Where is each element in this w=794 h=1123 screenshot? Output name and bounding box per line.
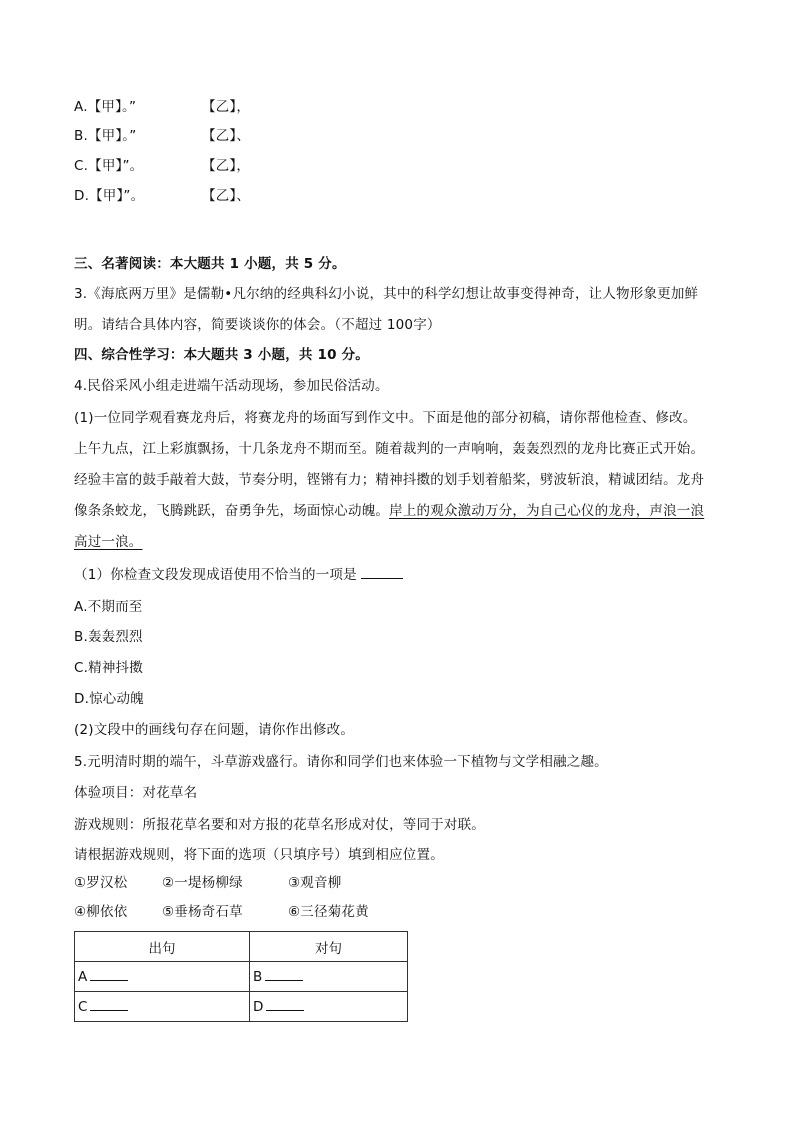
sub1-option-d: D.惊心动魄 (74, 691, 144, 707)
option-d-row (74, 186, 251, 206)
option-b-row (74, 126, 251, 146)
option-d-right: 【乙】、 (202, 188, 251, 204)
choice-2: ②一堤杨柳绿 (162, 875, 243, 891)
header-lower-line: 对句 (250, 932, 408, 962)
question-4-intro: 4.民俗采风小组走进端午活动现场，参加民俗活动。 (74, 378, 389, 394)
choice-6: ⑥三径菊花黄 (288, 904, 369, 920)
question-5-item: 体验项目：对花草名 (74, 785, 198, 801)
question-5-instruction: 请根据游戏规则，将下面的选项（只填序号）填到相应位置。 (74, 847, 444, 863)
sub-question-1-prompt: （1）你检查文段发现成语使用不恰当的一项是 (74, 567, 357, 583)
cell-a-label: A (78, 969, 88, 985)
option-a-left: A.【甲】。” (74, 99, 137, 115)
option-c-row (74, 156, 251, 176)
table-row (75, 992, 408, 1022)
option-b-right: 【乙】、 (202, 128, 251, 144)
couplet-table (74, 931, 408, 1022)
question-5-rule: 游戏规则：所报花草名要和对方报的花草名形成对仗，等同于对联。 (74, 817, 485, 833)
cell-b-blank[interactable] (265, 968, 303, 981)
cell-d-label: D (253, 999, 264, 1015)
question-3-line-2: 明。请结合具体内容，简要谈谈你的体会。（不超过 100字） (74, 317, 441, 333)
option-c-right: 【乙】， (202, 158, 251, 174)
answer-blank[interactable] (361, 565, 403, 579)
passage-line-3 (74, 501, 704, 521)
cell-b[interactable] (250, 962, 408, 992)
underlined-sentence-end: 高过一浪。 (74, 534, 143, 550)
underlined-sentence-start: 岸上的观众激动万分，为自己心仪的龙舟，声浪一浪 (389, 503, 705, 519)
sub-question-2: (2)文段中的画线句存在问题，请你作出修改。 (74, 722, 355, 738)
cell-c-blank[interactable] (90, 998, 128, 1011)
option-a-row (74, 97, 251, 117)
sub1-option-b: B.轰轰烈烈 (74, 629, 143, 645)
passage-line-3-plain: 像条条蛟龙，飞腾跳跃，奋勇争先，场面惊心动魄。 (74, 503, 390, 519)
cell-c-label: C (78, 999, 88, 1015)
question-5-intro: 5.元明清时期的端午，斗草游戏盛行。请你和同学们也来体验一下植物与文学相融之趣。 (74, 754, 608, 770)
option-a-right: 【乙】， (202, 99, 251, 115)
header-upper-line: 出句 (75, 932, 250, 962)
sub1-option-a: A.不期而至 (74, 599, 143, 615)
passage-line-2: 经验丰富的鼓手敲着大鼓，节奏分明，铿锵有力；精神抖擞的划手划着船桨，劈波斩浪，精诚团结。龙舟 (74, 472, 705, 488)
section-3-heading: 三、名著阅读：本大题共 1 小题，共 5 分。 (74, 256, 346, 272)
choice-1: ①罗汉松 (74, 875, 128, 891)
choice-3: ③观音柳 (288, 875, 342, 891)
table-header-row (75, 932, 408, 962)
cell-d-blank[interactable] (266, 998, 304, 1011)
choice-4: ④柳依依 (74, 904, 128, 920)
section-4-heading: 四、综合性学习：本大题共 3 小题，共 10 分。 (74, 347, 369, 363)
cell-a[interactable] (75, 962, 250, 992)
cell-a-blank[interactable] (90, 968, 128, 981)
cell-c[interactable] (75, 992, 250, 1022)
question-4-part-1: (1)一位同学观看赛龙舟后，将赛龙舟的场面写到作文中。下面是他的部分初稿，请你帮他检查、修改。 (74, 410, 697, 426)
sub-question-1 (74, 565, 403, 585)
cell-b-label: B (253, 969, 263, 985)
cell-d[interactable] (250, 992, 408, 1022)
choices-row-2 (74, 902, 369, 922)
option-c-left: C.【甲】”。 (74, 158, 144, 174)
choices-row-1 (74, 873, 341, 893)
option-b-left: B.【甲】。” (74, 128, 137, 144)
sub1-option-c: C.精神抖擞 (74, 660, 143, 676)
choice-5: ⑤垂杨奇石草 (162, 904, 243, 920)
question-3-line-1: 3.《海底两万里》是儒勒•凡尔纳的经典科幻小说，其中的科学幻想让故事变得神奇，让人物形象更加鲜 (74, 286, 699, 302)
table-row (75, 962, 408, 992)
option-d-left: D.【甲】”。 (74, 188, 145, 204)
passage-line-1: 上午九点，江上彩旗飘扬，十几条龙舟不期而至。随着裁判的一声响响，轰轰烈烈的龙舟比赛正式开始。 (74, 441, 705, 457)
